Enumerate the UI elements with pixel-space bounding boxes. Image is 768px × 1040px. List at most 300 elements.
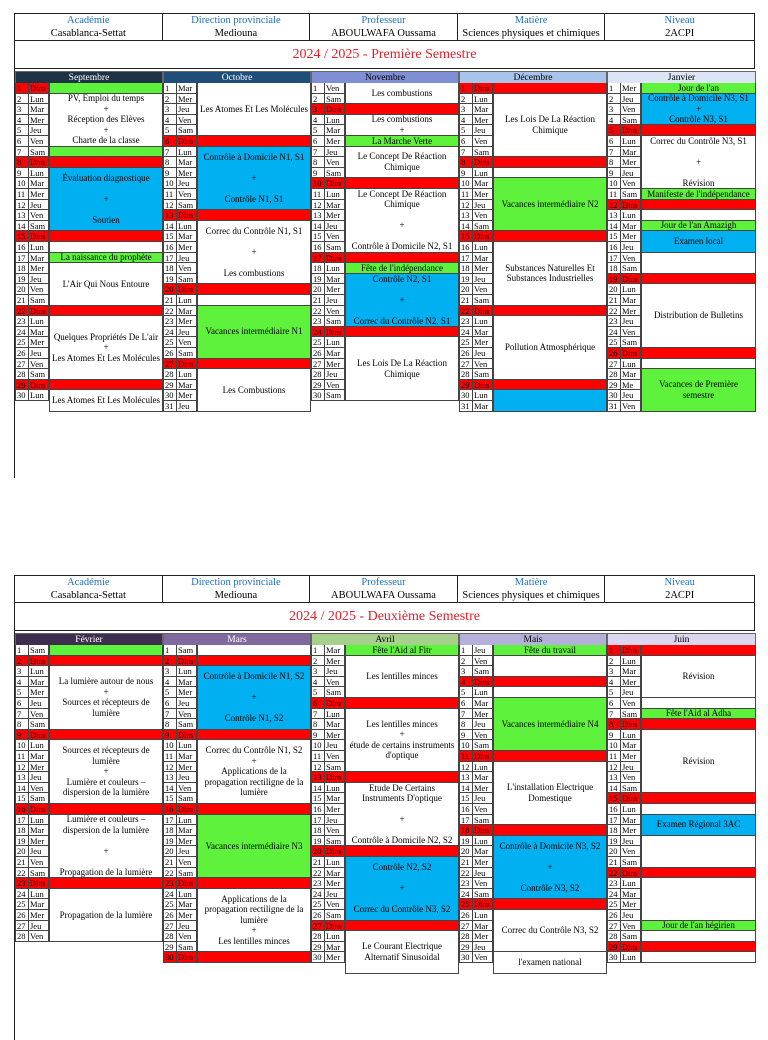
day-number: 29	[459, 942, 472, 953]
day-name: Mar	[324, 274, 345, 285]
day-name: Dim	[176, 136, 197, 147]
day-row	[607, 719, 641, 730]
direction-value: Mediouna	[214, 28, 258, 39]
day-row	[15, 666, 49, 677]
activity-cell	[641, 284, 756, 348]
empty-cell	[197, 645, 311, 656]
day-number: 29	[607, 942, 620, 953]
day-row	[459, 306, 493, 317]
day-row	[163, 804, 197, 815]
day-row	[15, 274, 49, 285]
day-row	[607, 878, 641, 889]
day-number: 18	[15, 263, 28, 274]
day-name: Sam	[324, 762, 345, 773]
day-number: 23	[459, 316, 472, 327]
day-row	[607, 147, 641, 158]
day-number: 13	[459, 210, 472, 221]
day-name: Ven	[324, 306, 345, 317]
day-number: 6	[607, 136, 620, 147]
day-name: Jeu	[324, 295, 345, 306]
day-row	[311, 359, 345, 370]
day-number: 20	[15, 284, 28, 295]
activity-text: Examen local	[673, 236, 724, 247]
day-row	[15, 857, 49, 868]
day-name: Mar	[620, 889, 641, 900]
activity-text: L'installation Electrique Domestique	[506, 782, 594, 803]
day-number: 18	[459, 825, 472, 836]
activity-cell	[49, 168, 163, 232]
day-name: Dim	[620, 942, 641, 953]
day-row	[607, 168, 641, 179]
day-number: 19	[459, 836, 472, 847]
day-number: 22	[15, 868, 28, 879]
day-number: 17	[163, 815, 176, 826]
day-row	[311, 846, 345, 857]
day-row	[459, 263, 493, 274]
day-number: 30	[607, 952, 620, 963]
day-row	[311, 157, 345, 168]
day-row	[163, 889, 197, 900]
day-number: 15	[163, 793, 176, 804]
day-row	[607, 910, 641, 921]
empty-cell	[493, 656, 607, 677]
day-number: 1	[163, 83, 176, 94]
day-name: Sam	[176, 942, 197, 953]
day-number: 23	[311, 878, 324, 889]
day-row	[163, 793, 197, 804]
activity-cell	[49, 94, 163, 147]
day-name: Ven	[620, 921, 641, 932]
day-number: 15	[163, 231, 176, 242]
day-number: 27	[459, 359, 472, 370]
empty-cell	[49, 83, 163, 94]
day-name: Ven	[620, 178, 641, 189]
day-number: 12	[311, 200, 324, 211]
day-name: Mar	[472, 104, 493, 115]
day-number: 22	[459, 868, 472, 879]
day-row	[311, 284, 345, 295]
empty-cell	[641, 645, 756, 656]
activity-cell	[345, 645, 459, 656]
day-number: 28	[15, 369, 28, 380]
day-name: Lun	[472, 836, 493, 847]
day-name: Ven	[176, 931, 197, 942]
day-number: 28	[607, 931, 620, 942]
day-number: 29	[311, 380, 324, 391]
day-number: 23	[459, 878, 472, 889]
empty-cell	[345, 846, 459, 857]
month-header: Novembre	[311, 71, 459, 83]
day-number: 11	[459, 751, 472, 762]
day-name: Jeu	[176, 698, 197, 709]
activity-cell	[345, 656, 459, 698]
day-number: 6	[459, 136, 472, 147]
day-number: 3	[15, 666, 28, 677]
day-name: Sam	[472, 815, 493, 826]
day-number: 18	[311, 825, 324, 836]
day-name: Mer	[176, 836, 197, 847]
day-name: Mer	[472, 337, 493, 348]
day-row	[163, 709, 197, 720]
day-name: Jeu	[472, 348, 493, 359]
niveau-cell	[605, 14, 754, 40]
day-row	[15, 656, 49, 667]
day-row	[607, 348, 641, 359]
day-name: Mer	[472, 783, 493, 794]
day-number: 28	[311, 369, 324, 380]
day-row	[15, 380, 49, 391]
day-number: 30	[163, 952, 176, 963]
day-name: Sam	[324, 687, 345, 698]
day-row	[15, 348, 49, 359]
day-row	[311, 698, 345, 709]
day-name: Lun	[28, 815, 49, 826]
day-row	[15, 709, 49, 720]
day-row	[15, 231, 49, 242]
day-name: Lun	[472, 687, 493, 698]
day-row	[311, 380, 345, 391]
day-row	[459, 157, 493, 168]
activity-text: Correc du Contrôle N1, S2 + Applications de la propagation rectiligne de la lumière	[204, 745, 304, 798]
day-name: Mar	[620, 740, 641, 751]
day-name: Jeu	[28, 846, 49, 857]
day-row	[459, 178, 493, 189]
day-name: Sam	[324, 316, 345, 327]
day-name: Mar	[28, 178, 49, 189]
day-number: 11	[15, 751, 28, 762]
day-number: 20	[311, 846, 324, 857]
day-row	[311, 316, 345, 327]
activity-cell	[493, 316, 607, 380]
day-number: 2	[163, 656, 176, 667]
day-row	[459, 221, 493, 232]
empty-cell	[641, 274, 756, 285]
day-row	[459, 942, 493, 953]
empty-cell	[493, 231, 607, 242]
day-name: Mer	[28, 762, 49, 773]
day-name: Jeu	[28, 348, 49, 359]
activity-cell	[641, 815, 756, 836]
day-row	[607, 836, 641, 847]
academie-cell	[15, 576, 163, 602]
empty-cell	[197, 952, 311, 963]
day-row	[607, 178, 641, 189]
day-number: 3	[15, 104, 28, 115]
day-row	[163, 253, 197, 264]
day-row	[607, 666, 641, 677]
day-number: 25	[15, 337, 28, 348]
day-number: 16	[311, 242, 324, 253]
day-row	[15, 836, 49, 847]
day-number: 15	[15, 793, 28, 804]
day-name: Ven	[324, 677, 345, 688]
empty-cell	[197, 284, 311, 295]
activity-cell	[641, 83, 756, 94]
day-number: 11	[607, 189, 620, 200]
day-number: 22	[607, 306, 620, 317]
day-name: Sam	[176, 645, 197, 656]
day-name: Jeu	[176, 104, 197, 115]
day-number: 13	[311, 210, 324, 221]
day-number: 19	[607, 836, 620, 847]
day-name: Sam	[324, 168, 345, 179]
day-number: 9	[311, 168, 324, 179]
day-row	[163, 115, 197, 126]
day-row	[163, 401, 197, 412]
matiere-value: Sciences physiques et chimiques	[462, 590, 600, 601]
day-row	[311, 263, 345, 274]
day-name: Jeu	[324, 147, 345, 158]
day-number: 18	[311, 263, 324, 274]
activity-text: Fête l'Aid al Adha	[665, 708, 732, 719]
day-row	[311, 899, 345, 910]
day-row	[607, 189, 641, 200]
professeur-cell	[310, 576, 458, 602]
day-name: Jeu	[324, 740, 345, 751]
day-number: 24	[459, 889, 472, 900]
empty-cell	[641, 868, 756, 879]
day-number: 20	[459, 846, 472, 857]
day-name: Lun	[620, 878, 641, 889]
day-number: 27	[163, 359, 176, 370]
month-header: Février	[15, 633, 163, 645]
day-row	[459, 921, 493, 932]
day-name: Lun	[324, 709, 345, 720]
activity-text: Révision	[682, 755, 715, 766]
day-number: 1	[311, 83, 324, 94]
day-name: Mer	[620, 83, 641, 94]
day-number: 17	[607, 815, 620, 826]
day-number: 7	[15, 709, 28, 720]
day-name: Ven	[28, 359, 49, 370]
day-name: Dim	[324, 327, 345, 338]
day-name: Sam	[176, 793, 197, 804]
day-row	[607, 656, 641, 667]
day-row	[607, 263, 641, 274]
day-number: 8	[163, 719, 176, 730]
day-name: Ven	[324, 899, 345, 910]
day-name: Lun	[28, 94, 49, 105]
day-number: 18	[15, 825, 28, 836]
day-number: 1	[459, 83, 472, 94]
empty-cell	[345, 178, 459, 189]
day-name: Mar	[472, 698, 493, 709]
day-number: 21	[15, 857, 28, 868]
activity-text: l'examen national	[518, 957, 582, 968]
day-name: Lun	[28, 740, 49, 751]
empty-cell	[641, 210, 756, 221]
day-name: Lun	[472, 910, 493, 921]
day-row	[163, 698, 197, 709]
day-number: 17	[15, 815, 28, 826]
day-number: 13	[163, 210, 176, 221]
day-number: 4	[15, 115, 28, 126]
day-number: 6	[15, 136, 28, 147]
day-name: Dim	[324, 846, 345, 857]
day-name: Jeu	[176, 401, 197, 412]
day-row	[311, 709, 345, 720]
day-name: Jeu	[620, 94, 641, 105]
day-number: 28	[459, 369, 472, 380]
day-number: 26	[459, 348, 472, 359]
day-row	[607, 730, 641, 741]
day-number: 1	[15, 83, 28, 94]
activity-text: Vacances intermédiaire N4	[501, 718, 599, 729]
day-number: 2	[163, 94, 176, 105]
day-row	[459, 931, 493, 942]
info-header	[14, 575, 755, 603]
day-row	[459, 284, 493, 295]
day-row	[163, 369, 197, 380]
day-name: Mer	[28, 687, 49, 698]
day-number: 7	[607, 709, 620, 720]
day-number: 8	[311, 719, 324, 730]
empty-cell	[493, 83, 607, 94]
activity-text: Le Concept De Réaction Chimique + Contrôle à Domicile N2, S1	[351, 189, 453, 252]
calendar-grid	[14, 631, 755, 1040]
day-row	[163, 730, 197, 741]
day-number: 2	[607, 94, 620, 105]
day-row	[311, 369, 345, 380]
day-number: 2	[15, 656, 28, 667]
direction-label: Direction provinciale	[191, 577, 281, 588]
day-row	[163, 783, 197, 794]
day-row	[163, 284, 197, 295]
day-name: Sam	[620, 115, 641, 126]
day-name: Mer	[324, 136, 345, 147]
day-number: 11	[163, 189, 176, 200]
day-name: Dim	[472, 231, 493, 242]
activity-cell	[493, 242, 607, 306]
day-name: Jeu	[324, 221, 345, 232]
day-row	[607, 210, 641, 221]
day-row	[163, 136, 197, 147]
activity-text: Les Lois De La Réaction Chimique	[505, 114, 595, 135]
day-row	[607, 868, 641, 879]
day-row	[459, 836, 493, 847]
day-number: 25	[311, 337, 324, 348]
empty-cell	[493, 306, 607, 317]
day-name: Ven	[176, 783, 197, 794]
day-row	[311, 740, 345, 751]
day-name: Dim	[28, 878, 49, 889]
day-name: Mar	[28, 327, 49, 338]
day-name: Sam	[176, 274, 197, 285]
niveau-cell	[605, 576, 754, 602]
direction-cell	[163, 576, 311, 602]
day-row	[15, 740, 49, 751]
empty-cell	[493, 899, 607, 910]
day-row	[311, 804, 345, 815]
day-row	[607, 698, 641, 709]
day-name: Dim	[324, 253, 345, 264]
semester-2-calendar	[14, 575, 755, 1040]
day-name: Ven	[176, 115, 197, 126]
day-row	[15, 115, 49, 126]
day-row	[163, 242, 197, 253]
day-name: Jeu	[176, 327, 197, 338]
day-row	[607, 369, 641, 380]
day-row	[607, 677, 641, 688]
day-name: Sam	[28, 295, 49, 306]
day-name: Lun	[620, 952, 641, 963]
day-number: 4	[607, 677, 620, 688]
day-row	[163, 295, 197, 306]
day-number: 14	[15, 221, 28, 232]
day-row	[607, 337, 641, 348]
day-row	[15, 306, 49, 317]
day-number: 26	[607, 910, 620, 921]
day-row	[607, 899, 641, 910]
day-name: Sam	[324, 390, 345, 401]
activity-cell	[197, 221, 311, 285]
activity-text: Les combustions +	[371, 114, 433, 135]
day-row	[163, 390, 197, 401]
day-number: 23	[607, 316, 620, 327]
day-name: Mer	[28, 836, 49, 847]
day-row	[459, 793, 493, 804]
day-row	[607, 740, 641, 751]
day-number: 17	[607, 253, 620, 264]
day-row	[311, 857, 345, 868]
day-name: Mar	[176, 899, 197, 910]
day-name: Ven	[176, 337, 197, 348]
day-number: 20	[15, 846, 28, 857]
day-name: Mar	[472, 401, 493, 412]
day-number: 1	[607, 83, 620, 94]
day-name: Ven	[620, 772, 641, 783]
day-name: Dim	[176, 804, 197, 815]
day-name: Jeu	[620, 390, 641, 401]
day-row	[15, 783, 49, 794]
day-name: Mar	[176, 231, 197, 242]
day-row	[311, 104, 345, 115]
day-number: 12	[311, 762, 324, 773]
day-number: 15	[311, 231, 324, 242]
day-number: 16	[459, 242, 472, 253]
empty-cell	[49, 242, 163, 253]
day-number: 5	[459, 125, 472, 136]
day-number: 8	[459, 157, 472, 168]
day-number: 1	[15, 645, 28, 656]
day-name: Ven	[620, 401, 641, 412]
day-name: Dim	[28, 231, 49, 242]
empty-cell	[641, 348, 756, 359]
day-row	[15, 316, 49, 327]
day-row	[459, 168, 493, 179]
day-row	[459, 719, 493, 730]
day-name: Jeu	[28, 125, 49, 136]
day-number: 21	[607, 857, 620, 868]
day-row	[311, 200, 345, 211]
day-name: Sam	[176, 348, 197, 359]
day-row	[163, 94, 197, 105]
day-name: Dim	[324, 698, 345, 709]
day-number: 22	[163, 306, 176, 317]
activity-text: PV, Emploi du temps + Réception des Elèves + Charte de la classe	[67, 93, 145, 146]
day-number: 7	[15, 147, 28, 158]
day-row	[311, 952, 345, 963]
day-number: 24	[15, 327, 28, 338]
day-row	[459, 889, 493, 900]
day-number: 9	[459, 730, 472, 741]
day-number: 10	[607, 178, 620, 189]
direction-value: Mediouna	[214, 590, 258, 601]
day-number: 25	[163, 337, 176, 348]
day-row	[311, 390, 345, 401]
day-name: Sam	[28, 369, 49, 380]
day-name: Mer	[176, 242, 197, 253]
